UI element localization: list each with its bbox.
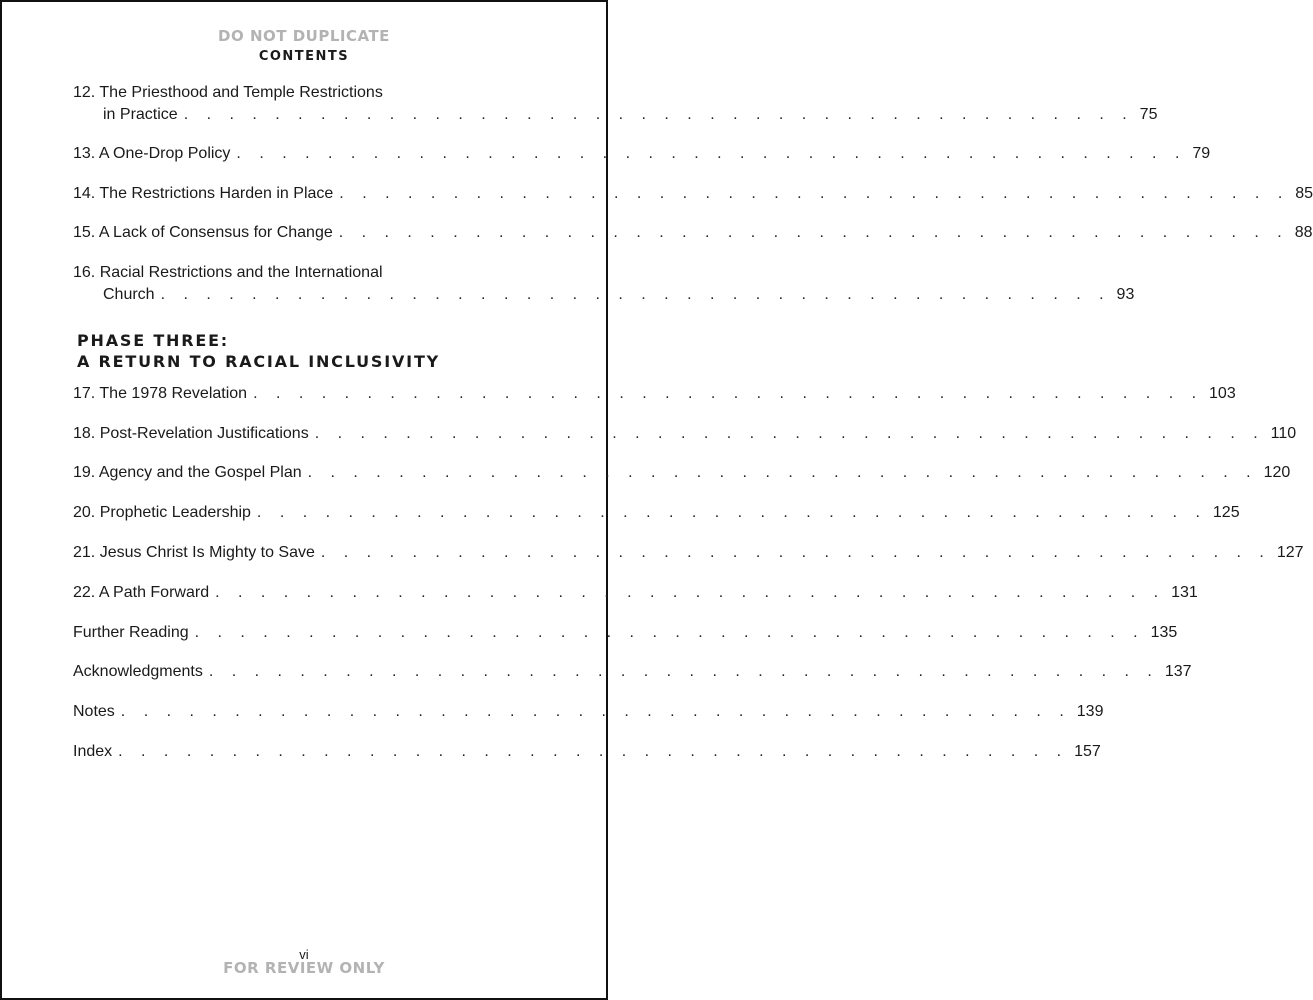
- dot-leader: . . . . . . . . . . . . . . . . . . . . . . . . . . . . . . . . . . . . . . . . . .: [307, 464, 1258, 481]
- toc-entry-number: 16.: [73, 264, 96, 281]
- dot-leader: . . . . . . . . . . . . . . . . . . . . . . . . . . . . . . . . . . . . . . . . . .: [253, 385, 1204, 402]
- toc-entry-18: [73, 423, 1297, 445]
- toc-entry-title: A Lack of Consensus for Change: [98, 224, 333, 241]
- toc-entry-22: [73, 582, 1198, 604]
- toc-page-number: 88: [1294, 224, 1313, 241]
- toc-entry-label: [73, 383, 247, 405]
- toc-entry-title: Racial Restrictions and the International: [99, 264, 383, 281]
- toc-entry-label: [73, 542, 315, 564]
- toc-entry-16: [103, 284, 1135, 306]
- dot-leader: . . . . . . . . . . . . . . . . . . . . . . . . . . . . . . . . . . . . . . . . . .: [339, 185, 1290, 202]
- section-heading-line1: PHASE THREE:: [77, 331, 230, 350]
- toc-entry-13: [73, 143, 1211, 165]
- toc-entry-number: 20.: [73, 504, 96, 521]
- toc-entry-title: Agency and the Gospel Plan: [98, 464, 302, 481]
- dot-leader: . . . . . . . . . . . . . . . . . . . . . . . . . . . . . . . . . . . . . . . . . .: [118, 743, 1069, 760]
- toc-entry-title: Notes: [73, 703, 115, 720]
- toc-entry-title: A Path Forward: [98, 584, 210, 601]
- toc-entry-title: Prophetic Leadership: [99, 504, 251, 521]
- dot-leader: . . . . . . . . . . . . . . . . . . . . . . . . . . . . . . . . . . . . . . . . . .: [314, 425, 1265, 442]
- toc-page-number: 131: [1171, 584, 1198, 601]
- toc-entry-title: The Priesthood and Temple Restrictions: [99, 84, 383, 101]
- toc-entry-title: Acknowledgments: [73, 663, 203, 680]
- dot-leader: . . . . . . . . . . . . . . . . . . . . . . . . . . . . . . . . . . . . . . . . . .: [194, 624, 1145, 641]
- toc-entry-number: 17.: [73, 385, 96, 402]
- toc-entry-14: [73, 183, 1313, 205]
- toc-entry-number: 15.: [73, 224, 96, 241]
- toc-entry-title: The 1978 Revelation: [99, 385, 248, 402]
- toc-entry-title: Further Reading: [73, 624, 189, 641]
- toc-entry-number: 12.: [73, 84, 96, 101]
- toc-entry-19: [73, 462, 1291, 484]
- toc-page-number: 135: [1150, 624, 1178, 641]
- toc-page-number: 157: [1074, 743, 1101, 760]
- toc-entry-further-reading: [73, 622, 1178, 644]
- toc-page-number: 103: [1209, 385, 1236, 402]
- toc-entry-number: 13.: [73, 145, 96, 162]
- toc-page-number: 85: [1295, 185, 1313, 202]
- toc-entry-notes: [73, 701, 1104, 723]
- toc-entry-21: [73, 542, 1304, 564]
- dot-leader: . . . . . . . . . . . . . . . . . . . . . . . . . . . . . . . . . . . . . . . . . .: [320, 544, 1271, 561]
- toc-entry-16-line1: [73, 262, 383, 284]
- toc-page-number: 75: [1139, 106, 1158, 123]
- dot-leader: . . . . . . . . . . . . . . . . . . . . . . . . . . . . . . . . . . . . . . . . . .: [256, 504, 1207, 521]
- dot-leader: . . . . . . . . . . . . . . . . . . . . . . . . . . . . . . . . . . . . . . . . . .: [160, 286, 1111, 303]
- toc-page-number: 127: [1276, 544, 1304, 561]
- toc-entry-title-cont: Church: [103, 286, 155, 303]
- page-title: CONTENTS: [258, 49, 350, 64]
- toc-entry-title: Jesus Christ Is Mighty to Save: [99, 544, 315, 561]
- toc-page-number: 120: [1263, 464, 1291, 481]
- toc-entry-label: [73, 423, 309, 445]
- toc-entry-title: Index: [73, 743, 113, 760]
- toc-entry-number: 22.: [73, 584, 96, 601]
- toc-entry-title: Post-Revelation Justifications: [99, 425, 309, 442]
- toc-entry-label: [73, 143, 230, 165]
- dot-leader: . . . . . . . . . . . . . . . . . . . . . . . . . . . . . . . . . . . . . . . . . .: [338, 224, 1289, 241]
- toc-page-number: 79: [1192, 145, 1211, 162]
- dot-leader: . . . . . . . . . . . . . . . . . . . . . . . . . . . . . . . . . . . . . . . . . .: [183, 106, 1134, 123]
- toc-page-number: 110: [1270, 425, 1297, 442]
- toc-entry-title: The Restrictions Harden in Place: [99, 185, 334, 202]
- toc-entry-title-cont: in Practice: [103, 106, 178, 123]
- toc-entry-17: [73, 383, 1236, 405]
- toc-entry-label: [73, 183, 333, 205]
- toc-entry-index: [73, 741, 1101, 763]
- toc-page-number: 139: [1076, 703, 1104, 720]
- toc-page-number: 137: [1164, 663, 1192, 680]
- toc-entry-label: [73, 222, 333, 244]
- dot-leader: . . . . . . . . . . . . . . . . . . . . . . . . . . . . . . . . . . . . . . . . . .: [120, 703, 1071, 720]
- dot-leader: . . . . . . . . . . . . . . . . . . . . . . . . . . . . . . . . . . . . . . . . . .: [208, 663, 1159, 680]
- section-heading-line2: A RETURN TO RACIAL INCLUSIVITY: [77, 352, 441, 371]
- toc-page-number: 125: [1212, 504, 1240, 521]
- toc-entry-number: 19.: [73, 464, 96, 481]
- toc-entry-label: [73, 502, 251, 524]
- toc-entry-number: 21.: [73, 544, 96, 561]
- watermark-bottom: FOR REVIEW ONLY: [223, 959, 385, 977]
- toc-entry-15: [73, 222, 1313, 244]
- toc-entry-12-line1: [73, 82, 383, 104]
- toc-entry-title: A One-Drop Policy: [98, 145, 231, 162]
- toc-page-number: 93: [1116, 286, 1135, 303]
- toc-entry-label: [73, 582, 209, 604]
- toc-entry-label: [73, 462, 302, 484]
- dot-leader: . . . . . . . . . . . . . . . . . . . . . . . . . . . . . . . . . . . . . . . . . .: [236, 145, 1187, 162]
- dot-leader: . . . . . . . . . . . . . . . . . . . . . . . . . . . . . . . . . . . . . . . . . .: [215, 584, 1166, 601]
- toc-entry-20: [73, 502, 1240, 524]
- toc-entry-number: 18.: [73, 425, 96, 442]
- page-folio: vi: [299, 947, 309, 962]
- toc-entry-12: [103, 104, 1158, 126]
- toc-entry-acknowledgments: [73, 661, 1192, 683]
- toc-entry-number: 14.: [73, 185, 96, 202]
- watermark-top: DO NOT DUPLICATE: [218, 27, 390, 45]
